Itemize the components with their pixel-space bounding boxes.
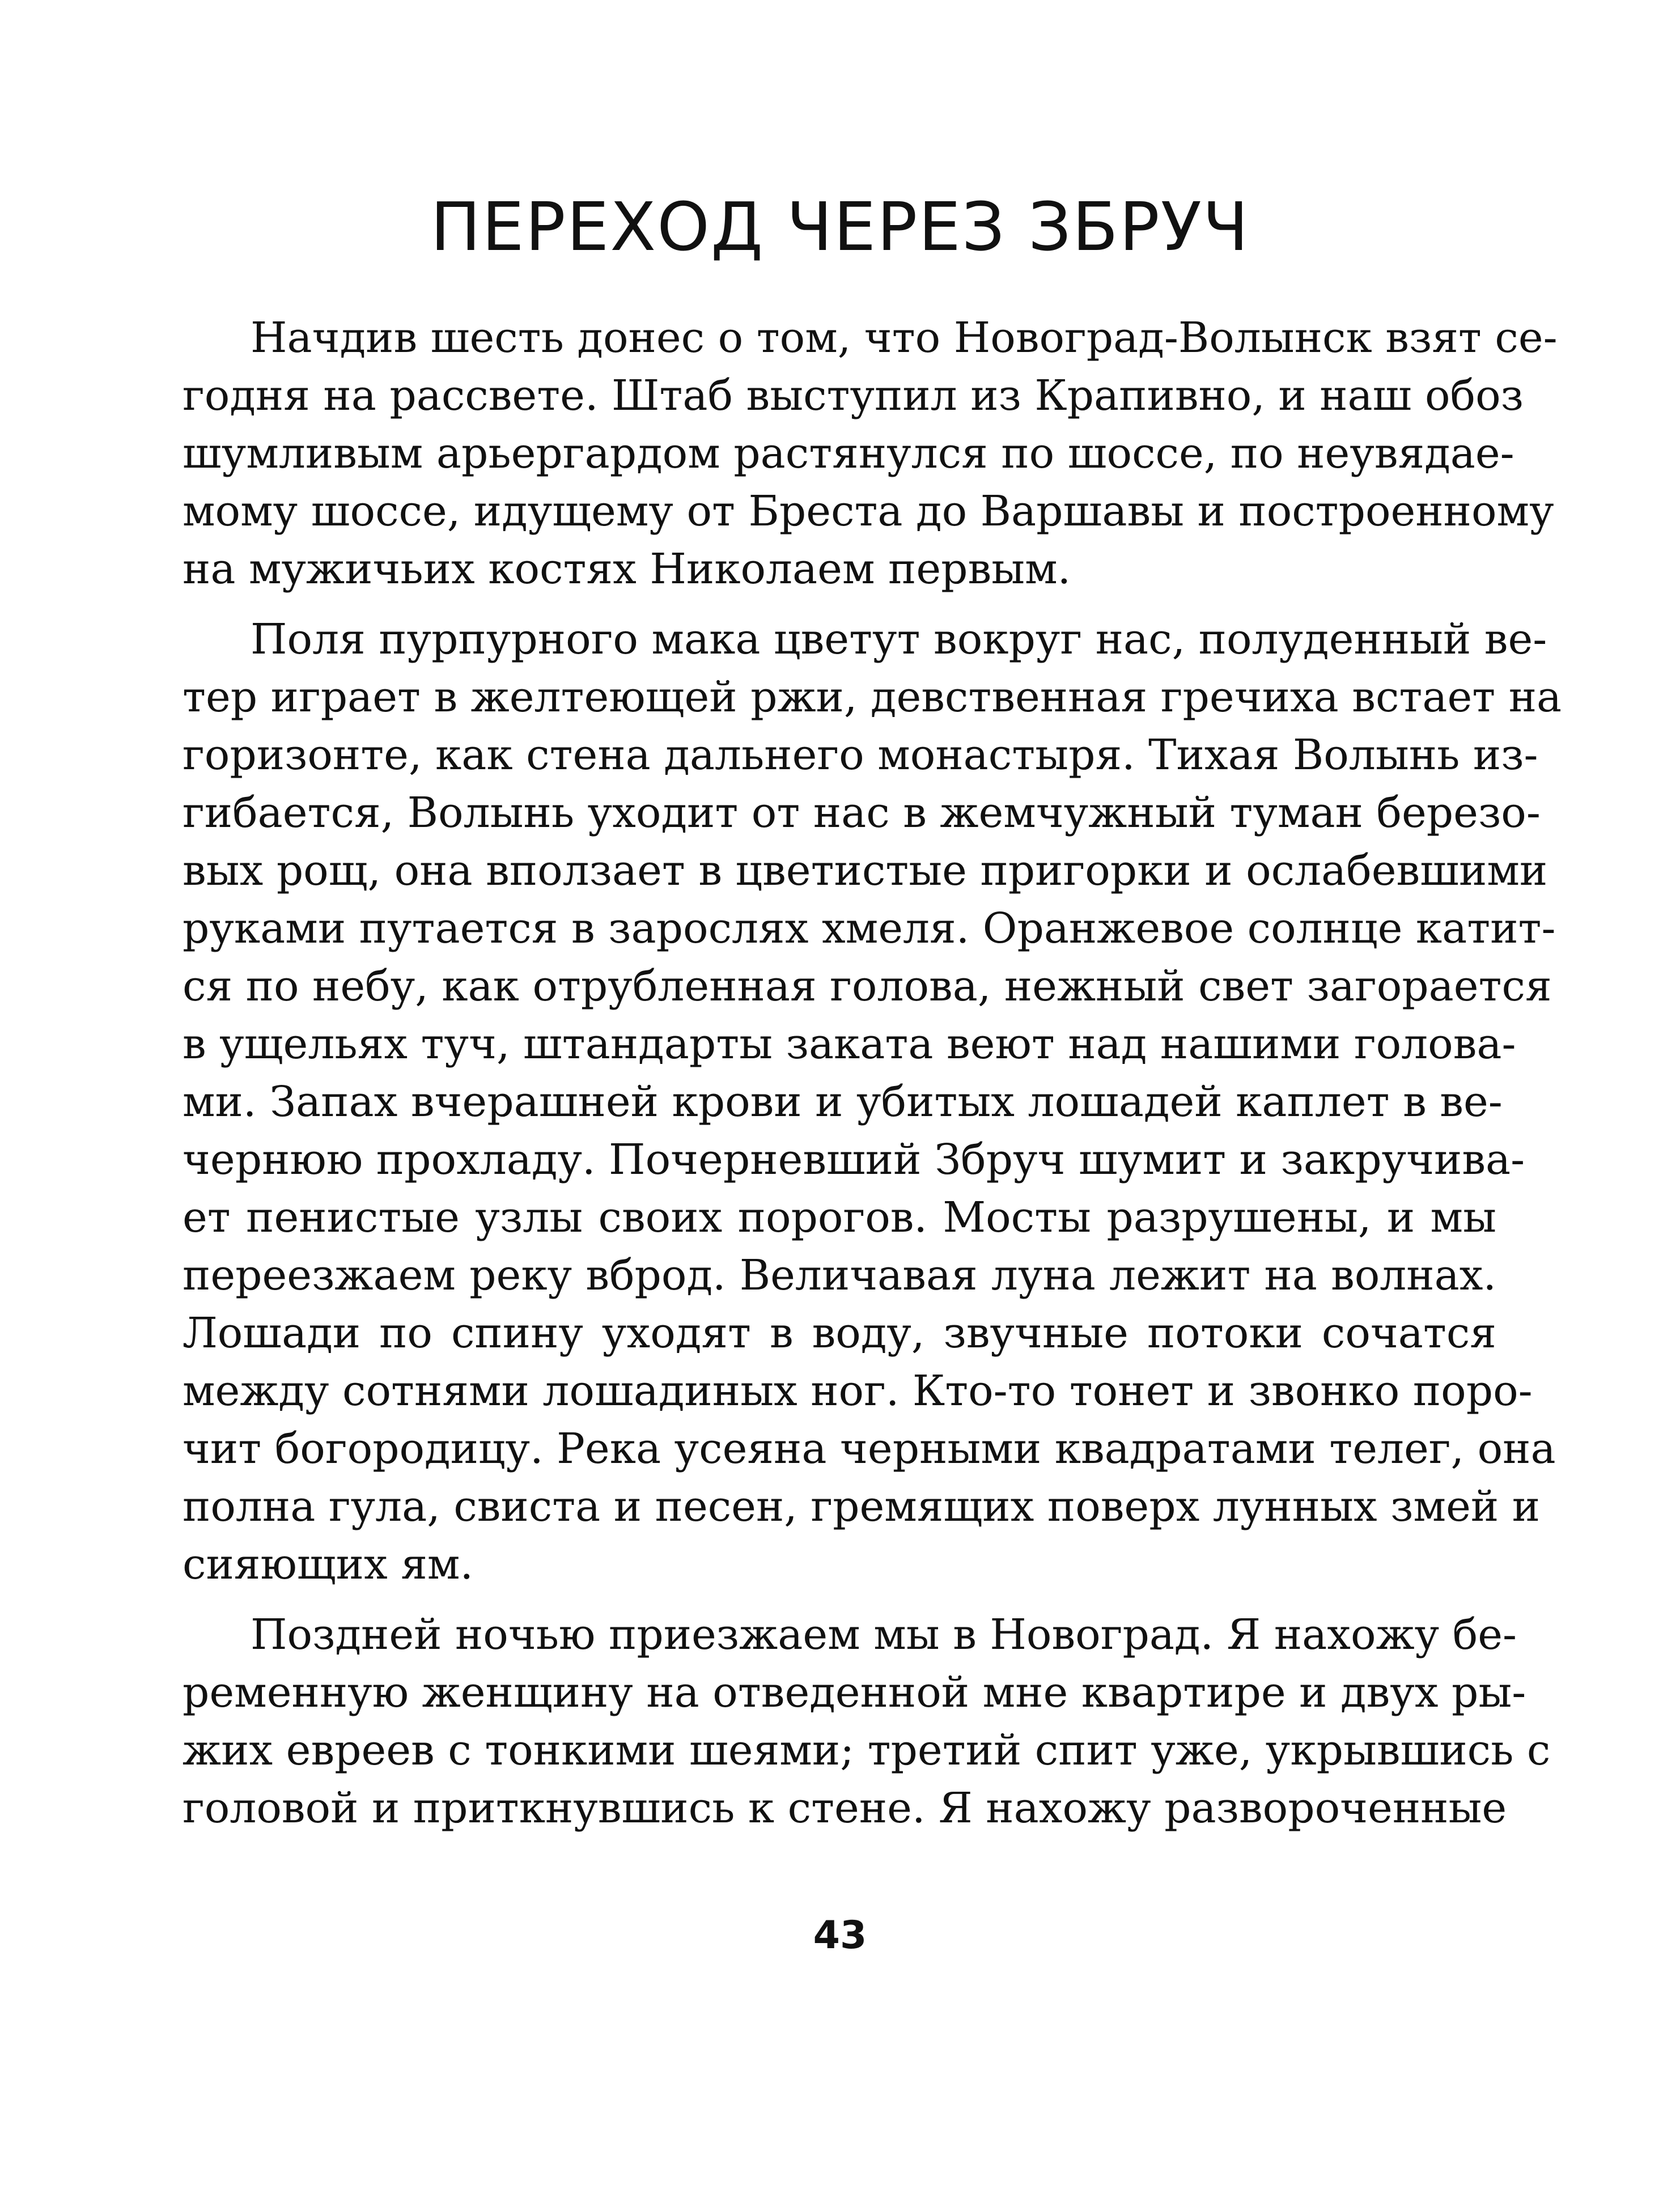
paragraph bbox=[183, 610, 1562, 1593]
text-line: годня на рассвете. Штаб выступил из Крапивно, и наш обоз bbox=[183, 371, 1524, 420]
text-line: Начдив шесть донес о том, что Новоград-Волынск взят се- bbox=[251, 313, 1558, 362]
text-line: мому шоссе, идущему от Бреста до Варшавы и построенному bbox=[183, 487, 1554, 536]
text-line: шумливым арьергардом растянулся по шоссе, по неувядае- bbox=[183, 429, 1514, 478]
text-line: ся по небу, как отрубленная голова, нежный свет загорается bbox=[183, 962, 1552, 1011]
text-line: гибается, Волынь уходит от нас в жемчужный туман березо- bbox=[183, 788, 1541, 837]
text-line: чернюю прохладу. Почерневший Збруч шумит и закручива- bbox=[183, 1135, 1525, 1184]
text-line: чит богородицу. Река усеяна черными квадратами телег, она bbox=[183, 1424, 1556, 1473]
text-line: вых рощ, она вползает в цветистые пригорки и ослабевшими bbox=[183, 846, 1548, 895]
text-line: между сотнями лошадиных ног. Кто-то тонет и звонко поро- bbox=[183, 1367, 1533, 1415]
text-line: руками путается в зарослях хмеля. Оранжевое солнце катит- bbox=[183, 904, 1556, 953]
text-line: ет пенистые узлы своих порогов. Мосты разрушены, и мы bbox=[183, 1193, 1496, 1242]
text-line: ми. Запах вчерашней крови и убитых лошадей каплет в ве- bbox=[183, 1078, 1503, 1126]
text-line: в ущельях туч, штандарты заката веют над нашими голова- bbox=[183, 1020, 1516, 1068]
text-line: Поля пурпурного мака цветут вокруг нас, полуденный ве- bbox=[251, 615, 1547, 664]
text-line: сияющих ям. bbox=[183, 1540, 474, 1589]
text-line: полна гула, свиста и песен, гремящих поверх лунных змей и bbox=[183, 1482, 1541, 1531]
paragraph bbox=[183, 309, 1558, 598]
text-line: жих евреев с тонкими шеями; третий спит уже, укрывшись с bbox=[183, 1726, 1551, 1775]
text-line: Поздней ночью приезжаем мы в Новоград. Я нахожу бе- bbox=[251, 1610, 1517, 1659]
chapter-body bbox=[183, 309, 1562, 1850]
paragraph bbox=[183, 1606, 1551, 1837]
text-line: головой и приткнувшись к стене. Я нахожу развороченные bbox=[183, 1784, 1507, 1833]
page-number: 43 bbox=[813, 1913, 867, 1958]
text-line: Лошади по спину уходят в воду, звучные потоки сочатся bbox=[183, 1309, 1496, 1358]
chapter-title: ПЕРЕХОД ЧЕРЕЗ ЗБРУЧ bbox=[430, 188, 1250, 266]
text-line: горизонте, как стена дальнего монастыря. Тихая Волынь из- bbox=[183, 731, 1538, 779]
text-line: на мужичьих костях Николаем первым. bbox=[183, 545, 1071, 593]
text-line: тер играет в желтеющей ржи, девственная гречиха встает на bbox=[183, 673, 1562, 722]
text-line: переезжаем реку вброд. Величавая луна лежит на волнах. bbox=[183, 1251, 1496, 1300]
text-line: ременную женщину на отведенной мне квартире и двух ры- bbox=[183, 1668, 1526, 1717]
